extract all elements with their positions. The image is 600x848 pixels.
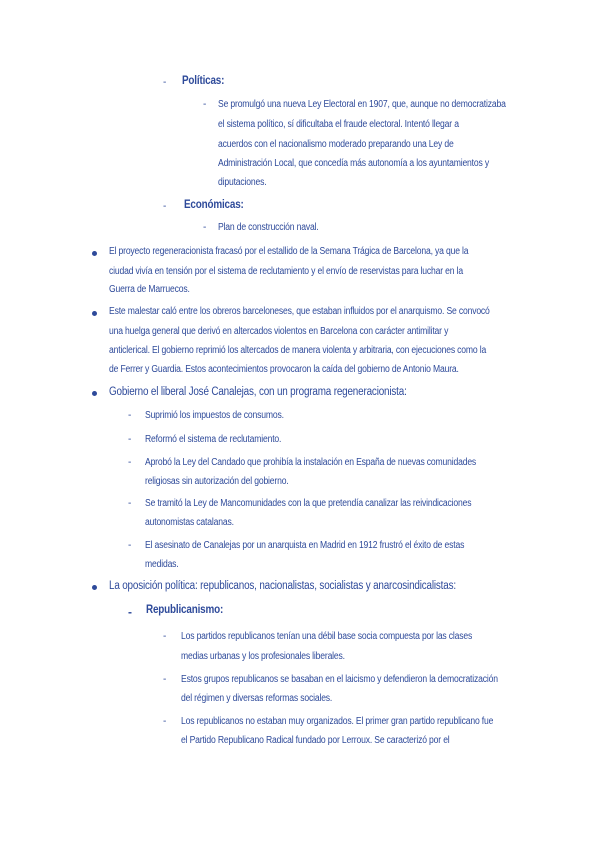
text-line: medidas.	[145, 559, 179, 570]
text-line: diputaciones.	[218, 177, 267, 188]
text-line: Este malestar caló entre los obreros barceloneses, que estaban influidos por el anarquismo. Se convocó	[109, 306, 490, 317]
economicas-heading: Económicas:	[184, 199, 244, 211]
text-line: Se tramitó la Ley de Mancomunidades con la que pretendía canalizar las reivindicaciones	[145, 498, 472, 509]
text-line: autonomistas catalanas.	[145, 517, 234, 528]
dash-bullet: -	[163, 631, 167, 642]
text-line: Los partidos republicanos tenían una débil base socia compuesta por las clases	[181, 631, 473, 642]
dash-bullet: -	[128, 498, 132, 509]
text-line: acuerdos con el nacionalismo moderado preparando una Ley de	[218, 139, 454, 150]
dash-bullet: -	[163, 201, 167, 212]
section-title: Gobierno el liberal José Canalejas, con un programa regeneracionista:	[109, 386, 407, 398]
text-line: Se promulgó una nueva Ley Electoral en 1907, que, aunque no democratizaba	[218, 99, 506, 110]
text-line: ciudad vivía en tensión por el sistema de reclutamiento y el envío de reservistas para luchar en la	[109, 266, 463, 277]
section-title: La oposición política: republicanos, nacionalistas, socialistas y anarcosindicalistas:	[109, 580, 456, 592]
text-line: Estos grupos republicanos se basaban en el laicismo y defendieron la democratización	[181, 674, 498, 685]
text-line: el Partido Republicano Radical fundado por Lerroux. Se caracterizó por el	[181, 735, 450, 746]
dash-bullet: -	[128, 457, 132, 468]
text-line: medias urbanas y los profesionales liberales.	[181, 651, 345, 662]
politicas-heading: Políticas:	[182, 75, 225, 87]
text-line: del régimen y diversas reformas sociales.	[181, 693, 333, 704]
text-line: Administración Local, que concedía más autonomía a los ayuntamientos y	[218, 158, 489, 169]
text-line: una huelga general que derivó en altercados violentos en Barcelona con carácter antimilitar y	[109, 326, 449, 337]
dash-bullet: -	[163, 674, 167, 685]
text-line: El asesinato de Canalejas por un anarquista en Madrid en 1912 frustró el éxito de estas	[145, 540, 465, 551]
text-line: Plan de construcción naval.	[218, 222, 319, 233]
dash-bullet: -	[203, 99, 207, 110]
dash-bullet: -	[128, 410, 132, 421]
bullet-dot	[92, 585, 97, 590]
text-line: Aprobó la Ley del Candado que prohibía la instalación en España de nuevas comunidades	[145, 457, 477, 468]
dash-bullet: -	[163, 77, 167, 88]
dash-bullet: -	[128, 540, 132, 551]
republicanismo-heading: Republicanismo:	[146, 604, 224, 616]
bullet-dot	[92, 391, 97, 396]
dash-bullet: -	[128, 434, 132, 445]
dash-bullet: -	[163, 716, 167, 727]
text-line: Reformó el sistema de reclutamiento.	[145, 434, 282, 445]
bullet-dot	[92, 251, 97, 256]
text-line: anticlerical. El gobierno reprimió los altercados de manera violenta y arbitraria, con ejecuciones como la	[109, 345, 487, 356]
dash-bullet: -	[128, 605, 132, 619]
text-line: Los republicanos no estaban muy organizados. El primer gran partido republicano fue	[181, 716, 494, 727]
dash-bullet: -	[203, 222, 207, 233]
text-line: el sistema político, sí dificultaba el fraude electoral. Intentó llegar a	[218, 119, 459, 130]
bullet-dot	[92, 311, 97, 316]
text-line: de Ferrer y Guardia. Estos acontecimientos provocaron la caída del gobierno de Antonio Maura.	[109, 364, 459, 375]
text-line: El proyecto regeneracionista fracasó por el estallido de la Semana Trágica de Barcelona, ya que la	[109, 246, 469, 257]
text-line: Guerra de Marruecos.	[109, 284, 190, 295]
text-line: religiosas sin autorización del gobierno.	[145, 476, 289, 487]
text-line: Suprimió los impuestos de consumos.	[145, 410, 284, 421]
